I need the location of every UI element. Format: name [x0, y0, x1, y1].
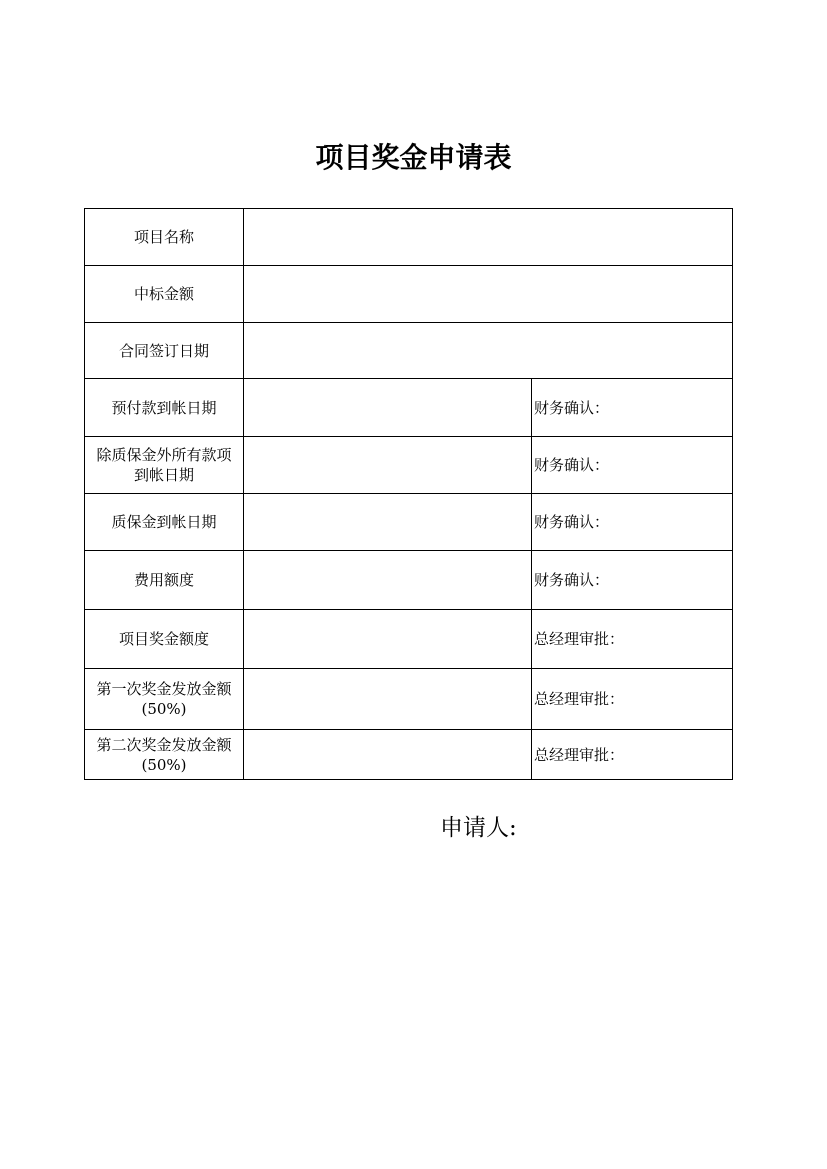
table-row	[85, 323, 733, 379]
bid-amount-field[interactable]	[244, 266, 733, 323]
table-row	[85, 669, 733, 730]
row-label-all-payments-date: 除质保金外所有款项 到帐日期	[85, 437, 244, 494]
table-row	[85, 551, 733, 610]
row-label-bonus-amount: 项目奖金额度	[85, 610, 244, 669]
table-row	[85, 610, 733, 669]
table-row	[85, 437, 733, 494]
table-row	[85, 494, 733, 551]
table-row	[85, 209, 733, 266]
row-label-warranty-payment-date: 质保金到帐日期	[85, 494, 244, 551]
row-label-bid-amount: 中标金额	[85, 266, 244, 323]
bonus-application-table	[84, 208, 733, 780]
advance-payment-date-field[interactable]	[244, 379, 532, 437]
gm-approval-cell[interactable]: 总经理审批：	[532, 730, 733, 780]
finance-confirm-cell[interactable]: 财务确认：	[532, 494, 733, 551]
gm-approval-cell[interactable]: 总经理审批：	[532, 610, 733, 669]
row-label-first-payout: 第一次奖金发放金额 (50%)	[85, 669, 244, 730]
second-payout-field[interactable]	[244, 730, 532, 780]
first-payout-field[interactable]	[244, 669, 532, 730]
all-payments-date-field[interactable]	[244, 437, 532, 494]
applicant-label: 申请人:	[440, 815, 517, 841]
warranty-payment-date-field[interactable]	[244, 494, 532, 551]
table-row	[85, 266, 733, 323]
form-title: 项目奖金申请表	[315, 141, 512, 174]
row-label-advance-payment-date: 预付款到帐日期	[85, 379, 244, 437]
table-row	[85, 379, 733, 437]
table-row	[85, 730, 733, 780]
project-name-field[interactable]	[244, 209, 733, 266]
row-label-project-name: 项目名称	[85, 209, 244, 266]
expense-amount-field[interactable]	[244, 551, 532, 610]
gm-approval-cell[interactable]: 总经理审批：	[532, 669, 733, 730]
finance-confirm-cell[interactable]: 财务确认：	[532, 551, 733, 610]
finance-confirm-cell[interactable]: 财务确认：	[532, 437, 733, 494]
row-label-second-payout: 第二次奖金发放金额 (50%)	[85, 730, 244, 780]
contract-date-field[interactable]	[244, 323, 733, 379]
finance-confirm-cell[interactable]: 财务确认：	[532, 379, 733, 437]
row-label-contract-date: 合同签订日期	[85, 323, 244, 379]
row-label-expense-amount: 费用额度	[85, 551, 244, 610]
bonus-amount-field[interactable]	[244, 610, 532, 669]
